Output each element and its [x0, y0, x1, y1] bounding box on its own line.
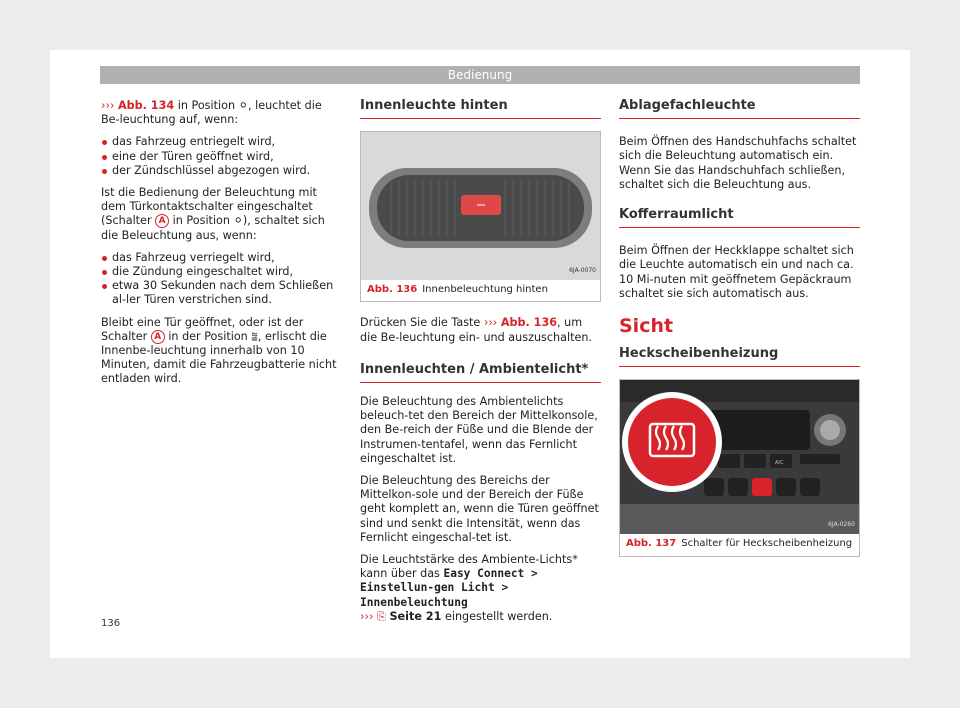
list-item: das Fahrzeug entriegelt wird,	[101, 135, 343, 149]
figure-136	[360, 131, 601, 302]
switch-a-marker: A	[151, 330, 165, 344]
bullet-list	[101, 135, 343, 178]
list-item: der Zündschlüssel abgezogen wird.	[101, 164, 343, 178]
list-item: die Zündung eingeschaltet wird,	[101, 265, 343, 279]
paragraph: Beim Öffnen der Heckklappe schaltet sich die Leuchte automatisch ein und nach ca. 10 Mi-nuten mit geöffnetem Gepäckraum schaltet sie sich automatisch aus.	[619, 244, 854, 300]
section-heading: Kofferraumlicht	[619, 208, 860, 228]
figure-caption: Abb. 137 Schalter für Heckscheibenheizung	[626, 538, 853, 550]
ac-button-label: A/C	[775, 460, 784, 467]
bullet-list	[101, 251, 343, 308]
figure-code: 6JA-0070	[569, 267, 596, 274]
paragraph: Die Beleuchtung des Bereichs der Mittelkon-sole und der Bereich der Füße geht komplett an, wenn die Türen geöffnet sind und senkt die Intensität, wenn das Fernlicht eingeschal-tet ist.	[360, 474, 599, 544]
figure-link[interactable]: Abb. 134	[117, 99, 175, 112]
section-heading: Innenleuchten / Ambientelicht*	[360, 363, 601, 383]
chapter-heading: Sicht	[619, 315, 674, 338]
figure-code: 6JA-0260	[828, 521, 855, 529]
column-1	[101, 99, 343, 395]
page-header: Bedienung	[100, 66, 860, 84]
rear-defrost-switch-image	[620, 380, 859, 534]
section-heading: Ablagefachleuchte	[619, 99, 860, 119]
column-3	[619, 99, 860, 571]
paragraph: Die Leuchtstärke des Ambiente-Lichts* kann über das Easy Connect > Einstellun-gen Licht > Innenbeleuchtung ››› ⎘ Seite 21 eingestellt werden.	[360, 553, 578, 623]
column-2	[360, 99, 601, 632]
figure-caption: Abb. 136 Innenbeleuchtung hinten	[367, 284, 548, 296]
section-heading: Innenleuchte hinten	[360, 99, 601, 119]
paragraph: ››› Abb. 134 in Position ⚪, leuchtet die Be-leuchtung auf, wenn:	[101, 99, 322, 127]
section-heading: Heckscheibenheizung	[619, 347, 860, 367]
figure-link[interactable]: Abb. 136	[500, 316, 558, 330]
list-item: das Fahrzeug verriegelt wird,	[101, 251, 343, 265]
paragraph: Bleibt eine Tür geöffnet, oder ist der Schalter A in der Position ⩰, erlischt die Innenbe-leuchtung innerhalb von 10 Minuten, damit die Fahrzeugbatterie nicht entladen wird.	[101, 315, 337, 386]
paragraph: Ist die Bedienung der Beleuchtung mit dem Türkontaktschalter eingeschaltet (Schalter A in Position ⚪), schaltet sich die Beleuchtung aus, wenn:	[101, 186, 325, 242]
page-link[interactable]: Seite 21	[389, 609, 442, 623]
paragraph: Drücken Sie die Taste ››› Abb. 136, um die Be-leuchtung ein- und auszuschalten.	[360, 316, 592, 344]
figure-137	[619, 379, 860, 556]
page-link-icon: ⎘	[376, 609, 386, 623]
rear-light-illustration	[361, 132, 600, 280]
page-number: 136	[101, 618, 121, 629]
switch-a-marker: A	[155, 214, 169, 228]
list-item: eine der Türen geöffnet wird,	[101, 150, 343, 164]
dashboard-illustration	[620, 380, 859, 534]
menu-path: Easy Connect > Einstellun-gen Licht > Innenbeleuchtung	[360, 567, 538, 609]
list-item: etwa 30 Sekunden nach dem Schließen al-ler Türen verstrichen sind.	[101, 279, 343, 307]
paragraph: Beim Öffnen des Handschuhfachs schaltet sich die Beleuchtung automatisch ein. Wenn Sie das Handschuhfach schließen, schaltet sich die Beleuchtung aus.	[619, 135, 857, 191]
rear-interior-light-image	[361, 132, 600, 280]
paragraph: Die Beleuchtung des Ambientelichts beleuch-tet den Bereich der Mittelkonsole, den Be-reich der Füße und die Blende der Instrumen-tentafel, wenn das Fernlicht eingeschaltet ist.	[360, 395, 598, 465]
